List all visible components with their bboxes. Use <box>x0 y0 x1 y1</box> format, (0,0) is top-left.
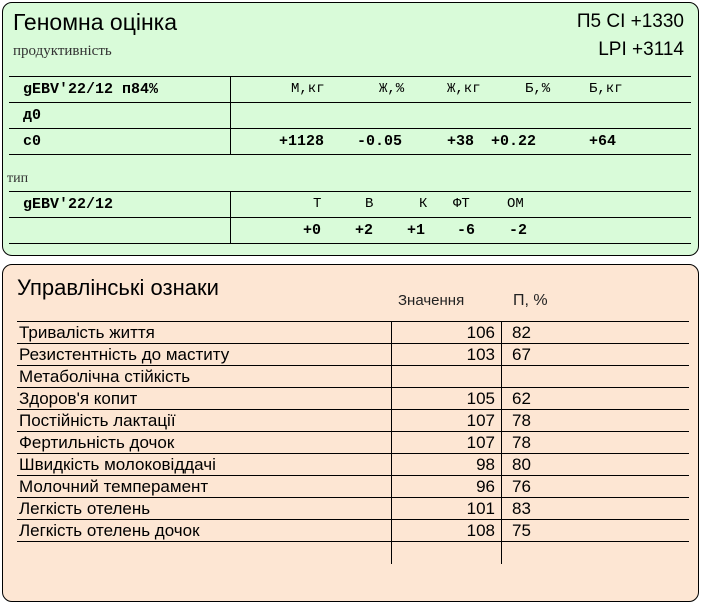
table-row <box>17 366 689 388</box>
value-cell: +64 <box>589 133 617 150</box>
trait-percent: 80 <box>501 454 689 475</box>
column-header: В <box>365 196 374 212</box>
management-title: Управлінські ознаки <box>17 275 219 300</box>
type-row <box>9 218 691 244</box>
trait-name <box>17 542 391 564</box>
value-cell: -6 <box>457 222 476 239</box>
value-cell: -2 <box>509 222 528 239</box>
value-cell: +1 <box>407 222 426 239</box>
trait-value: 101 <box>391 498 501 519</box>
trait-percent: 82 <box>501 322 689 343</box>
trait-percent: 78 <box>501 410 689 431</box>
genomic-evaluation-panel <box>2 2 699 256</box>
genomic-lpi-index: LPI +3114 <box>598 39 684 60</box>
type-table <box>9 191 691 244</box>
trait-name: Швидкість молоковіддачі <box>19 455 216 474</box>
value-cell: +2 <box>355 222 374 239</box>
value-cell: -0.05 <box>357 133 403 150</box>
trait-value <box>391 366 501 387</box>
row-values <box>231 103 691 128</box>
table-row <box>17 542 689 564</box>
trait-name: Легкість отелень дочок <box>19 521 200 540</box>
value-column-header: Значення <box>398 292 465 309</box>
productivity-subtitle: продуктивність <box>13 43 112 59</box>
table-row <box>17 322 689 344</box>
type-header-row <box>9 192 691 218</box>
table-row <box>17 410 689 432</box>
productivity-header-row <box>9 77 691 103</box>
table-row <box>17 476 689 498</box>
trait-name: Тривалість життя <box>19 323 155 342</box>
trait-value <box>391 542 501 564</box>
productivity-header-label: gEBV'22/12 п84% <box>9 77 231 102</box>
trait-value: 96 <box>391 476 501 497</box>
trait-percent: 83 <box>501 498 689 519</box>
trait-name: Фертильність дочок <box>19 433 175 452</box>
type-header-label: gEBV'22/12 <box>9 192 231 217</box>
trait-percent: 75 <box>501 520 689 541</box>
trait-name: Резистентність до маститу <box>19 345 230 364</box>
trait-name: Постійність лактації <box>19 411 176 430</box>
row-values <box>231 218 691 243</box>
column-header: Ж,% <box>379 81 405 97</box>
trait-name: Молочний темперамент <box>19 477 209 496</box>
column-header: Т <box>313 196 322 212</box>
productivity-column-headers <box>231 77 691 102</box>
trait-value: 98 <box>391 454 501 475</box>
table-row <box>17 454 689 476</box>
table-row <box>17 388 689 410</box>
trait-value: 107 <box>391 410 501 431</box>
trait-percent: 78 <box>501 432 689 453</box>
trait-value: 107 <box>391 432 501 453</box>
percent-column-header: П, % <box>513 292 548 309</box>
type-subtitle: тип <box>7 171 29 186</box>
productivity-row <box>9 103 691 129</box>
trait-percent <box>501 542 689 564</box>
column-header: М,кг <box>291 81 325 97</box>
trait-name: Метаболічна стійкість <box>19 367 191 386</box>
trait-name: Легкість отелень <box>19 499 151 518</box>
trait-value: 103 <box>391 344 501 365</box>
trait-value: 108 <box>391 520 501 541</box>
productivity-row <box>9 129 691 155</box>
trait-percent: 62 <box>501 388 689 409</box>
column-header: Б,кг <box>589 81 623 97</box>
productivity-table <box>9 76 691 155</box>
trait-percent <box>501 366 689 387</box>
value-cell: +1128 <box>279 133 325 150</box>
management-traits-panel <box>2 264 699 602</box>
column-header: ОМ <box>507 196 524 212</box>
column-header: К <box>419 196 428 212</box>
row-label: с0 <box>9 129 231 154</box>
table-row <box>17 520 689 542</box>
value-cell: +0 <box>303 222 322 239</box>
column-header: ФТ <box>453 196 470 212</box>
value-cell: +0.22 <box>491 133 537 150</box>
row-label <box>9 218 231 243</box>
genomic-title: Геномна оцінка <box>13 9 178 35</box>
row-label: д0 <box>9 103 231 128</box>
type-column-headers <box>231 192 691 217</box>
column-header: Ж,кг <box>447 81 481 97</box>
table-row <box>17 498 689 520</box>
trait-percent: 76 <box>501 476 689 497</box>
table-row <box>17 344 689 366</box>
value-cell: +38 <box>447 133 475 150</box>
trait-value: 106 <box>391 322 501 343</box>
trait-name: Здоров'я копит <box>19 389 138 408</box>
column-header: Б,% <box>525 81 551 97</box>
trait-value: 105 <box>391 388 501 409</box>
management-traits-table <box>17 321 689 564</box>
trait-percent: 67 <box>501 344 689 365</box>
genomic-ci-index: П5 CI +1330 <box>576 11 684 32</box>
row-values <box>231 129 691 154</box>
table-row <box>17 432 689 454</box>
